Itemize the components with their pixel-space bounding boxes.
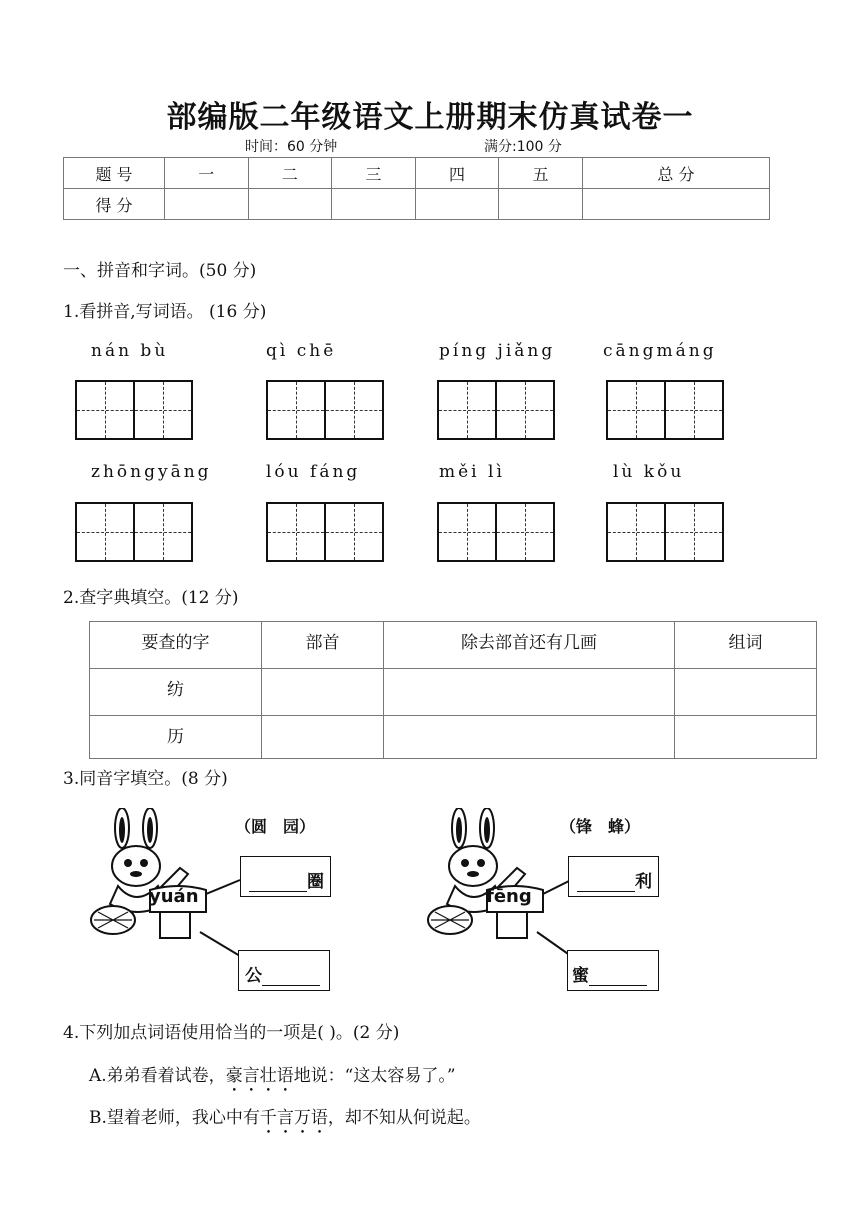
score-header-cell: 总 分 — [582, 158, 769, 189]
homophone-options: （锋 蜂） — [560, 817, 641, 836]
section-title: 一、拼音和字词。(50 分) — [63, 261, 257, 281]
writing-grid[interactable] — [266, 380, 386, 440]
box-char: 圈 — [307, 872, 324, 892]
full-score: 满分:100 分 — [484, 139, 562, 155]
writing-grid[interactable] — [437, 380, 557, 440]
pinyin-label: zhōngyāng — [91, 462, 212, 482]
answer-blank[interactable] — [589, 967, 647, 986]
score-input-cell[interactable] — [415, 189, 499, 220]
question-title: 1.看拼音,写词语。 (16 分) — [63, 302, 267, 322]
writing-grid[interactable] — [75, 502, 195, 562]
score-header-cell: 四 — [415, 158, 499, 189]
option-b[interactable] — [89, 1103, 481, 1138]
score-input-cell[interactable] — [165, 189, 249, 220]
score-input-cell[interactable] — [499, 189, 583, 220]
pinyin-sign-text: yuán — [149, 886, 199, 907]
option-a-text: 地说：“这太容易了。” — [293, 1066, 456, 1086]
dotted-phrase: 豪言壮语 — [225, 1066, 294, 1086]
question-title: 2.查字典填空。(12 分) — [63, 588, 239, 608]
score-header-cell: 五 — [499, 158, 583, 189]
fill-blank-box[interactable] — [240, 856, 331, 897]
option-b-text: ，却不知从何说起。 — [327, 1108, 481, 1128]
dict-input-cell[interactable] — [675, 716, 817, 759]
dict-header-cell: 除去部首还有几画 — [384, 622, 675, 669]
box-char: 利 — [635, 872, 652, 892]
dict-char-cell: 历 — [90, 716, 262, 759]
score-header-cell: 二 — [248, 158, 332, 189]
dictionary-table — [89, 621, 817, 759]
dict-header-cell: 要查的字 — [90, 622, 262, 669]
question-title: 4.下列加点词语使用恰当的一项是( )。(2 分) — [63, 1023, 400, 1043]
score-input-cell[interactable] — [582, 189, 769, 220]
writing-grid[interactable] — [606, 380, 726, 440]
answer-blank[interactable] — [577, 873, 635, 892]
pinyin-label: nán bù — [91, 341, 169, 361]
fill-blank-box[interactable] — [568, 856, 659, 897]
question-title: 3.同音字填空。(8 分) — [63, 769, 228, 789]
pinyin-label: lù kǒu — [613, 462, 685, 482]
answer-blank[interactable] — [262, 967, 320, 986]
dict-input-cell[interactable] — [384, 669, 675, 716]
answer-blank[interactable] — [249, 873, 307, 892]
pinyin-label: měi lì — [439, 462, 505, 482]
fill-blank-box[interactable] — [567, 950, 659, 991]
page-title: 部编版二年级语文上册期末仿真试卷一 — [166, 100, 694, 135]
writing-grid[interactable] — [437, 502, 557, 562]
score-input-cell[interactable] — [332, 189, 416, 220]
score-header-cell: 题 号 — [64, 158, 165, 189]
dict-header-cell: 组词 — [675, 622, 817, 669]
dict-char-cell: 纺 — [90, 669, 262, 716]
box-char: 公 — [245, 966, 262, 986]
score-row-label: 得 分 — [64, 189, 165, 220]
pinyin-label: cāngmáng — [603, 341, 717, 361]
pinyin-label: píng jiǎng — [439, 341, 556, 361]
dict-header-cell: 部首 — [262, 622, 384, 669]
score-table — [63, 157, 770, 220]
option-a-text: A.弟弟看着试卷， — [89, 1066, 226, 1086]
dict-input-cell[interactable] — [262, 669, 384, 716]
homophone-options: （圆 园） — [235, 817, 316, 836]
dict-input-cell[interactable] — [384, 716, 675, 759]
score-input-cell[interactable] — [248, 189, 332, 220]
dict-input-cell[interactable] — [675, 669, 817, 716]
pinyin-sign-text: fēng — [486, 886, 532, 907]
writing-grid[interactable] — [266, 502, 386, 562]
pinyin-label: lóu fáng — [266, 462, 361, 482]
fill-blank-box[interactable] — [238, 950, 330, 991]
box-char: 蜜 — [572, 966, 589, 986]
writing-grid[interactable] — [75, 380, 195, 440]
option-a[interactable] — [89, 1061, 456, 1096]
writing-grid[interactable] — [606, 502, 726, 562]
pinyin-label: qì chē — [266, 341, 337, 361]
dotted-phrase: 千言万语 — [259, 1108, 328, 1128]
score-header-cell: 一 — [165, 158, 249, 189]
option-b-text: B.望着老师，我心中有 — [89, 1108, 260, 1128]
score-header-cell: 三 — [332, 158, 416, 189]
dict-input-cell[interactable] — [262, 716, 384, 759]
exam-time: 时间：60 分钟 — [245, 139, 338, 155]
